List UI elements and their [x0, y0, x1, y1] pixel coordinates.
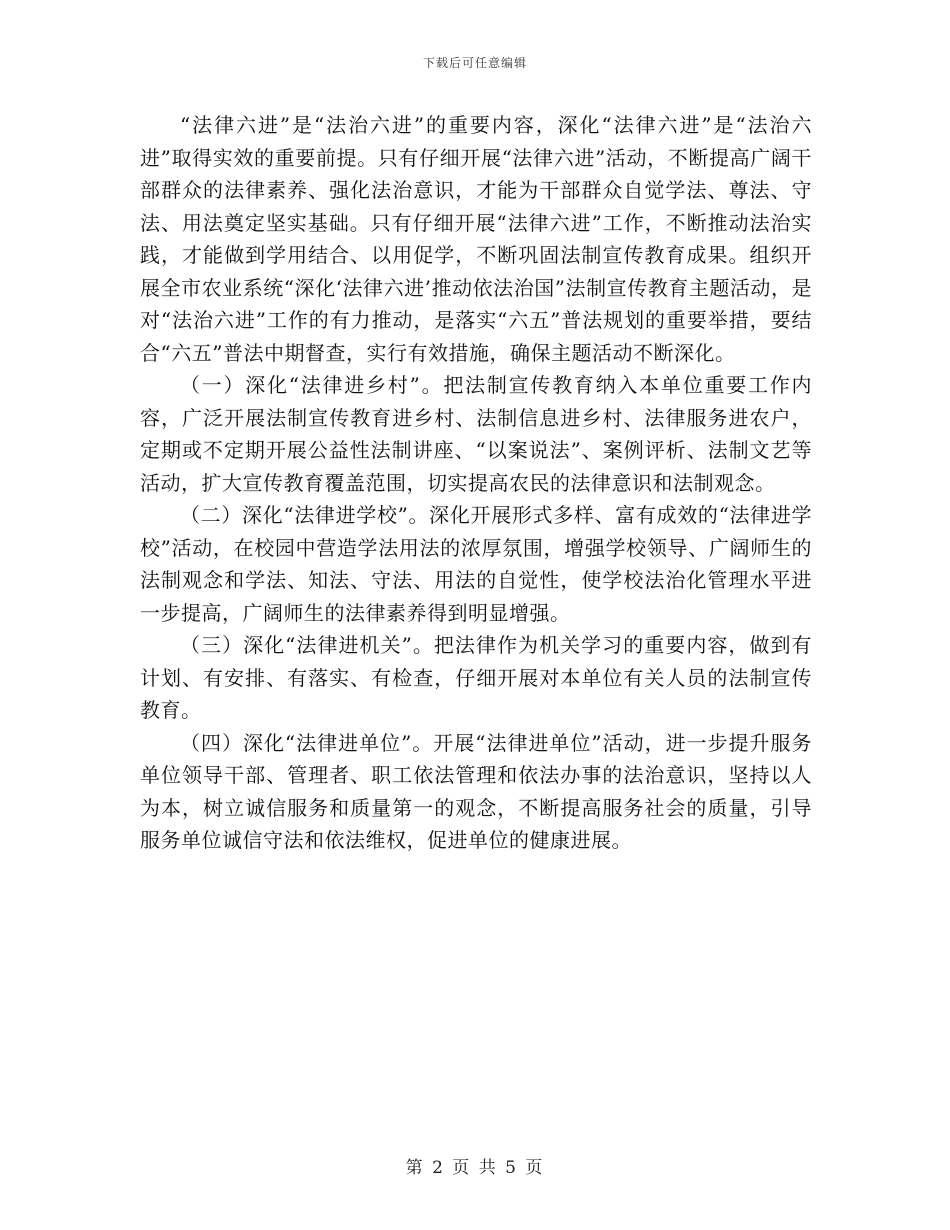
page-number: 第 2 页 共 5 页 — [405, 1158, 545, 1178]
document-body — [140, 109, 812, 857]
paragraph-government: （三）深化“法律进机关”。把法律作为机关学习的重要内容，做到有计划、有安排、有落实、有检查，仔细开展对本单位有关人员的法制宣传教育。 — [140, 633, 812, 722]
page-header: 下载后可任意编辑 — [422, 56, 527, 70]
paragraph-rural: （一）深化“法律进乡村”。把法制宣传教育纳入本单位重要工作内容，广泛开展法制宣传教育进乡村、法制信息进乡村、法律服务进农户，定期或不定期开展公益性法制讲座、“以案说法”、案例评析、法制文艺等活动，扩大宣传教育覆盖范围，切实提高农民的法律意识和法制观念。 — [140, 373, 812, 495]
paragraph-enterprise: （四）深化“法律进单位”。开展“法律进单位”活动，进一步提升服务单位领导干部、管理者、职工依法管理和依法办事的法治意识，坚持以人为本，树立诚信服务和质量第一的观念，不断提高服务社会的质量，引导服务单位诚信守法和依法维权，促进单位的健康进展。 — [140, 730, 812, 852]
paragraph-school: （二）深化“法律进学校”。深化开展形式多样、富有成效的“法律进学校”活动，在校园中营造学法用法的浓厚氛围，增强学校领导、广阔师生的法制观念和学法、知法、守法、用法的自觉性，使学校法治化管理水平进一步提高，广阔师生的法律素养得到明显增强。 — [140, 503, 812, 625]
paragraph-intro: “法律六进”是“法治六进”的重要内容，深化“法律六进”是“法治六进”取得实效的重要前提。只有仔细开展“法律六进”活动，不断提高广阔干部群众的法律素养、强化法治意识，才能为干部群众自觉学法、尊法、守法、用法奠定坚实基础。只有仔细开展“法律六进”工作，不断推动法治实践，才能做到学用结合、以用促学，不断巩固法制宣传教育成果。组织开展全市农业系统“深化‘法律六进’推动依法治国”法制宣传教育主题活动，是对“法治六进”工作的有力推动，是落实“六五”普法规划的重要举措，要结合“六五”普法中期督查，实行有效措施，确保主题活动不断深化。 — [140, 113, 812, 365]
